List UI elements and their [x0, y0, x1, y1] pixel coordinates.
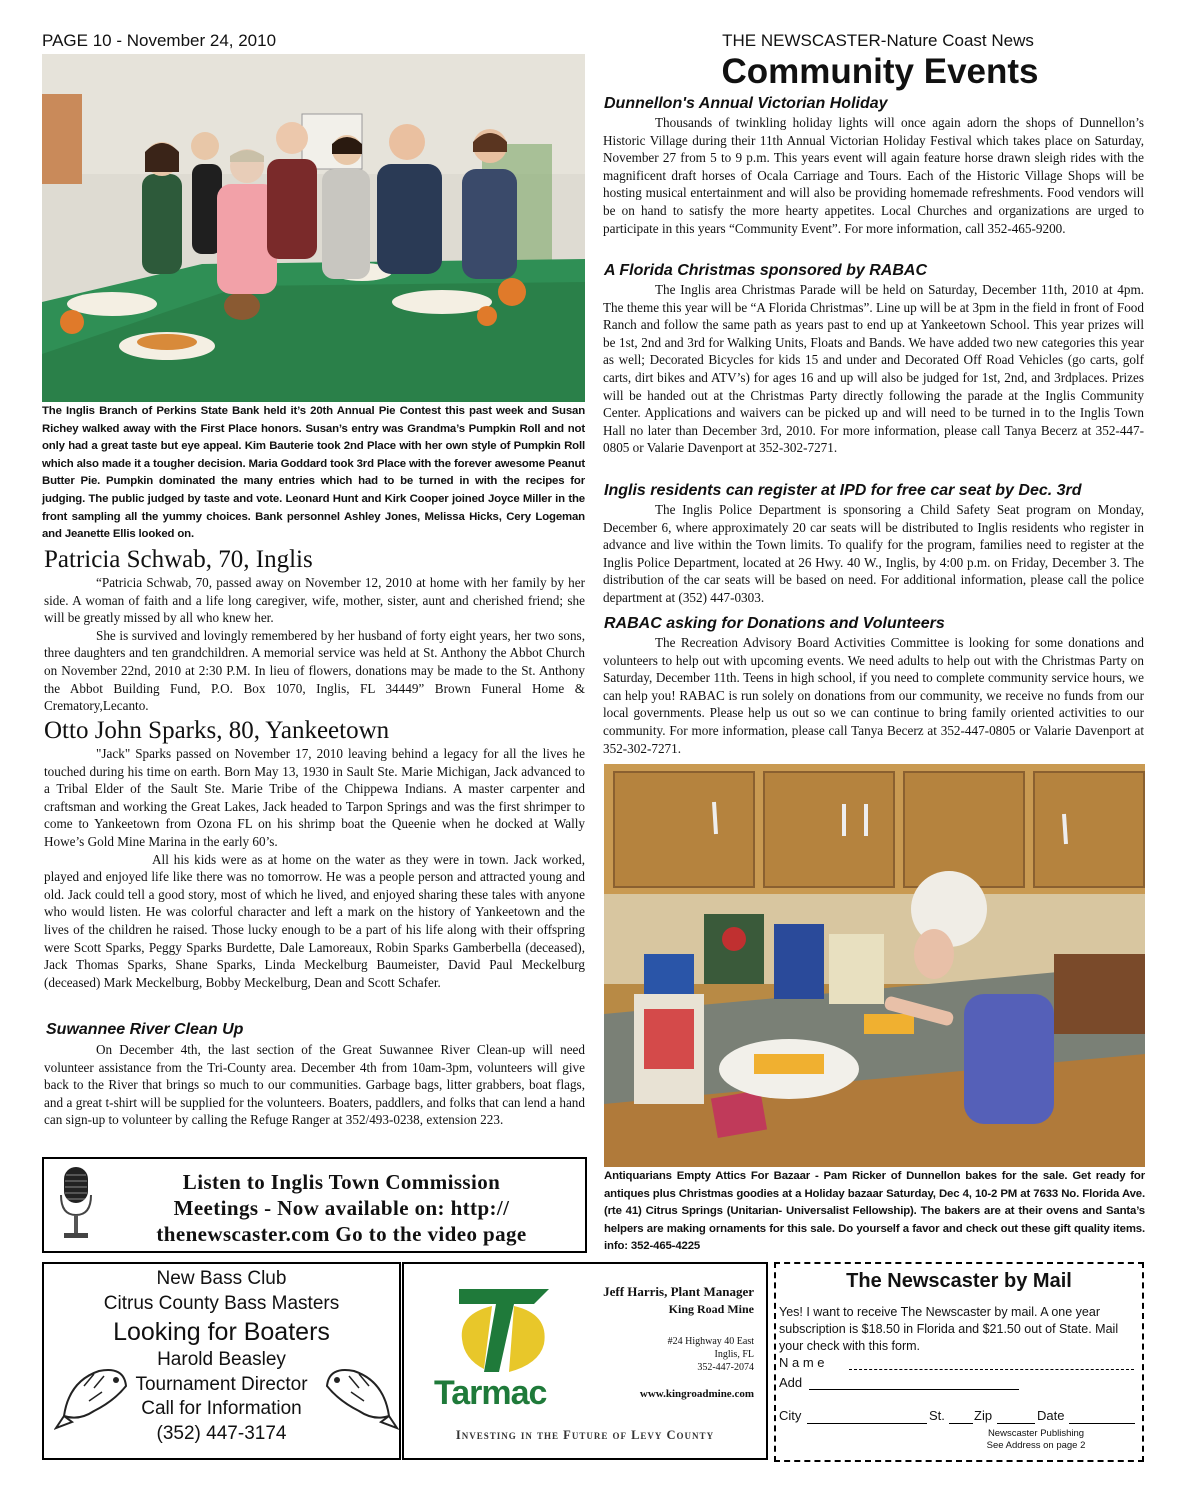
- name-field[interactable]: [779, 1354, 1137, 1372]
- event-paragraph: Thousands of twinkling holiday lights will once again adorn the shops of Dunnellon’s Historic Village during their 11th Annual Victorian Holiday Festival which takes place on Saturday, November 27 from 5 to 9 p.m. This years event will again feature horse drawn sleigh rides with the magnificent draft horses of Ocala Carriage and Tours. Each of the Historic Village Shops will be hosting musical entertainment and will also be providing homemade refreshments. Food vendors will be on hand to satisfy the more hearty appetites. Local Churches and organizations are urged to participate in this years “Community Event”. For more information, call 352-465-9200.: [603, 115, 1144, 236]
- event-body-victorian: [603, 114, 1144, 237]
- bass-club-org: Citrus County Bass Masters: [103, 1292, 340, 1314]
- suwannee-heading: Suwannee River Clean Up: [46, 1021, 244, 1038]
- city-label: City: [779, 1408, 802, 1423]
- pie-contest-illustration: [42, 54, 585, 402]
- name-line: [849, 1369, 1134, 1370]
- bass-club-ad: [42, 1262, 401, 1460]
- date-label: Date: [1037, 1408, 1065, 1423]
- date-line: [1069, 1423, 1135, 1424]
- obituary-paragraph: “Patricia Schwab, 70, passed away on November 12, 2010 at home with her family by her side. A woman of faith and a life long caregiver, wife, mother, sister, aunt and cherished friend; she will be greatly missed by all who knew her.: [44, 575, 585, 626]
- suwannee-paragraph: On December 4th, the last section of the Great Suwannee River Clean-up will need volunteer assistance from the Tri-County area. December 4th from 10am-3pm, volunteers will give back to the River that brings so much to our communities. Garbage bags, litter grabbers, boat flags, and a great t-shirt will be supplied for the volunteers. Boaters, paddlers, and folks that can lend a hand can sign-up to volunteer by calling the Refuge Ranger at 352/493-0238, extension 223.: [44, 1042, 585, 1128]
- bass-club-name: New Bass Club: [156, 1268, 287, 1289]
- obituary-paragraph: All his kids were as at home on the water as they were in town. Jack worked, played and enjoyed life like there was no tomorrow. He was a people person and attracted young and old. Jack could tell a good story, most of which he lived, and enjoyed sharing these tales with anyone who would listen. He was colorful character and left a mark on the history of Yankeetown and the lives of the children he raised. Those lucky enough to be a part of his life along with their offspring were Scott Sparks, Peggy Sparks Burdette, Dale Lamoreaux, Robin Sparks Gamberbella (deceased), Jack Thomas Sparks, Shane Sparks, Linda Meckelburg Baumeister, David Paul Meckelburg (deceased) Mark Meckelburg, Bobby Meckelburg, Dean and Scott Schafer.: [44, 851, 585, 990]
- obituary-body-schwab: [44, 574, 585, 715]
- kitchen-illustration: [604, 764, 1145, 1167]
- event-paragraph: The Recreation Advisory Board Activities Committee is looking for some donations and volunteers to help out with upcoming events. We need adults to help out with the Christmas Party on Saturday, December 11th. Teens in high school, if you need to complete community service hours, we can help you! RABAC is run solely on donations from our community, we receive no funds from our local governments. Please help us out so we can continue to bring family oriented activities to our community. For more information, please call Tanya Becerz at 352-447-0805 or Valarie Davenport at 352-302-7271.: [603, 635, 1144, 756]
- event-body-car-seat: [603, 501, 1144, 607]
- event-body-christmas: [603, 281, 1144, 457]
- tarmac-manager: Jeff Harris, Plant Manager: [603, 1284, 754, 1299]
- obituary-body-sparks: [44, 745, 585, 991]
- mail-subscription-form: [774, 1262, 1144, 1462]
- tarmac-website[interactable]: www.kingroadmine.com: [639, 1388, 754, 1400]
- suwannee-body: [44, 1041, 585, 1129]
- city-line: [807, 1423, 927, 1424]
- tarmac-brand: Tarmac: [434, 1374, 547, 1412]
- event-paragraph: The Inglis area Christmas Parade will be held on Saturday, December 11th, 2010 at 4pm. The theme this year will be “A Florida Christmas”. Line up will be at 3pm in the field in front of Food Ranch and follow the same path as years past to end up at Yankeetown School. This year prizes will be 1st, 2nd and 3rd for Walking Units, Floats and Bands. We have added two new categories this year as well; Decorated Bicycles for kids 15 and under and Decorated Off Road Vehicles (go carts, golf carts, dirt bikes and ATV’s) for ages 16 and up will also be judged for 1st, 2nd, and 3rdplaces. Prizes will be handed out at the Christmas Party directly following the parade at the Inglis Community Center. Applications and waivers can be picked up and will need to be turned in to the Inglis Town Hall no later than December 3rd, 2010. For more information, please call Tanya Becerz at 352-447-0805 or Valarie Davenport at 352-302-7271.: [603, 282, 1144, 456]
- tarmac-mine: King Road Mine: [668, 1302, 754, 1316]
- microphone-icon: [58, 1165, 94, 1245]
- listen-line[interactable]: thenewscaster.com Go to the video page: [156, 1222, 527, 1246]
- tarmac-phone[interactable]: 352-447-2074: [697, 1362, 754, 1373]
- listen-line: Listen to Inglis Town Commission: [182, 1170, 501, 1194]
- address-field[interactable]: [779, 1374, 1137, 1392]
- event-heading-christmas: A Florida Christmas sponsored by RABAC: [604, 262, 928, 279]
- tarmac-logo-icon: [454, 1284, 554, 1374]
- state-label: St.: [929, 1408, 945, 1423]
- kitchen-caption: Antiquarians Empty Attics For Bazaar - Pam Ricker of Dunnellon bakes for the sale. Get ready for antiques plus Christmas goodies at a Holiday bazaar Saturday, Dec 4, 10-2 PM at 7633 No. Florida Ave. (rte 41) Citrus Springs (Unitarian- Universalist Fellowship). The bakers are at their ovens and Santa’s helpers are making ornaments for this sale. Do yourself a favor and check out these gift quality items. info: 352-465-4225: [604, 1170, 1145, 1253]
- name-label: N a m e: [779, 1355, 825, 1370]
- obituary-paragraph: She is survived and lovingly remembered by her husband of forty eight years, her two sons, three daughters and ten grandchildren. A memorial service was held at St. Anthony the Abbot Church on November 22nd, 2010 at 2:30 P.M. In lieu of flowers, donations may be made to the St. Anthony the Abbot Building Fund, P.O. Box 1070, Inglis, FL 34449” Brown Funeral Home & Crematory,Lecanto.: [44, 627, 585, 714]
- event-heading-car-seat: Inglis residents can register at IPD for free car seat by Dec. 3rd: [604, 482, 1082, 499]
- event-body-rabac: [603, 634, 1144, 757]
- tarmac-address-1: #24 Highway 40 East: [667, 1336, 754, 1347]
- pie-contest-photo: [42, 54, 585, 402]
- city-state-zip-date-row[interactable]: [779, 1408, 1137, 1426]
- bass-club-contact: Harold Beasley: [157, 1349, 286, 1370]
- obituary-heading-schwab: Patricia Schwab, 70, Inglis: [44, 546, 313, 573]
- event-paragraph: The Inglis Police Department is sponsoring a Child Safety Seat program on Monday, December 6, where approximately 20 car seats will be distributed to Inglis residents who register in advance and live within the Town limits. To qualify for the program, families need to register at the Inglis Police Department, located at 26 Hwy. 40 W., Inglis, by 4:00 p.m. on Friday, December 3. The distribution of the car seats will be based on need. For additional information, please call the police department at (352) 447-0303.: [603, 502, 1144, 605]
- obituary-heading-sparks: Otto John Sparks, 80, Yankeetown: [44, 717, 390, 744]
- tarmac-tagline: Investing in the Future of Levy County: [455, 1428, 715, 1442]
- pie-contest-caption: The Inglis Branch of Perkins State Bank held it’s 20th Annual Pie Contest this past week and Susan Richey walked away with the First Place honors. Susan’s entry was Grandma’s Pumpkin Roll and not only had a great taste but eye appeal. Kim Bauterie took 2nd Place with her own style of Pumpkin Roll which also made it a tougher decision. Maria Goddard took 3rd Place with the forever awesome Peanut Butter Pie. Pumpkin dominated the many entries which had to be turned in with the recipes for judging. The public judged by taste and vote. Leonard Hunt and Kirk Cooper joined Joyce Miller in the front sampling all the yummy choices. Bank personnel Ashley Jones, Melissa Hicks, Cery Logeman and Jeanette Ellis looked on.: [42, 405, 585, 541]
- zip-line: [997, 1423, 1035, 1424]
- event-heading-rabac: RABAC asking for Donations and Volunteers: [604, 615, 945, 632]
- address-label: Add: [779, 1375, 803, 1390]
- bass-club-call: Call for Information: [141, 1398, 302, 1419]
- listen-line: Meetings - Now available on: http://: [173, 1196, 510, 1220]
- bass-club-phone[interactable]: (352) 447-3174: [156, 1422, 287, 1444]
- listen-box-text: [104, 1169, 579, 1247]
- address-line: [809, 1389, 1019, 1390]
- mail-form-footer-2: See Address on page 2: [986, 1440, 1086, 1451]
- zip-label: Zip: [974, 1408, 993, 1423]
- mail-form-footer-1: Newscaster Publishing: [987, 1428, 1085, 1439]
- state-line: [949, 1423, 973, 1424]
- tarmac-address-2: Inglis, FL: [714, 1349, 754, 1360]
- mail-form-intro: Yes! I want to receive The Newscaster by mail. A one year subscription is $18.50 in Florida and $21.50 out of State. Mail your check with this form.: [779, 1305, 1119, 1353]
- paper-name: THE NEWSCASTER-Nature Coast News: [722, 31, 1034, 50]
- bass-fish-icon-right: [319, 1356, 399, 1436]
- obituary-paragraph: "Jack" Sparks passed on November 17, 2010 leaving behind a legacy for all the lives he touched during his time on earth. Born May 13, 1930 in Sault Ste. Marie Michigan, Jack advanced to a Tribal Elder of the Sault Ste. Marie Tribe of the Chippewa Indians. A master carpenter and craftsman and working the Great Lakes, Jack headed to Tarpon Springs and was the first shrimper to come to Yankeetown from Ozona FL on his shrimp boat the Queenie when he docked at Wally Howe’s Gold Mine Marina in the early 60’s.: [44, 746, 585, 849]
- page-label: PAGE 10 - November 24, 2010: [42, 31, 277, 50]
- listen-box: [42, 1157, 587, 1253]
- bass-club-role: Tournament Director: [135, 1373, 308, 1395]
- event-heading-victorian: Dunnellon's Annual Victorian Holiday: [604, 95, 888, 112]
- bass-fish-icon-left: [54, 1356, 134, 1436]
- kitchen-bazaar-photo: [604, 764, 1145, 1167]
- section-title: Community Events: [721, 52, 1039, 91]
- tarmac-ad: [402, 1262, 768, 1460]
- bass-club-headline: Looking for Boaters: [113, 1318, 330, 1346]
- mail-form-title: The Newscaster by Mail: [846, 1270, 1072, 1292]
